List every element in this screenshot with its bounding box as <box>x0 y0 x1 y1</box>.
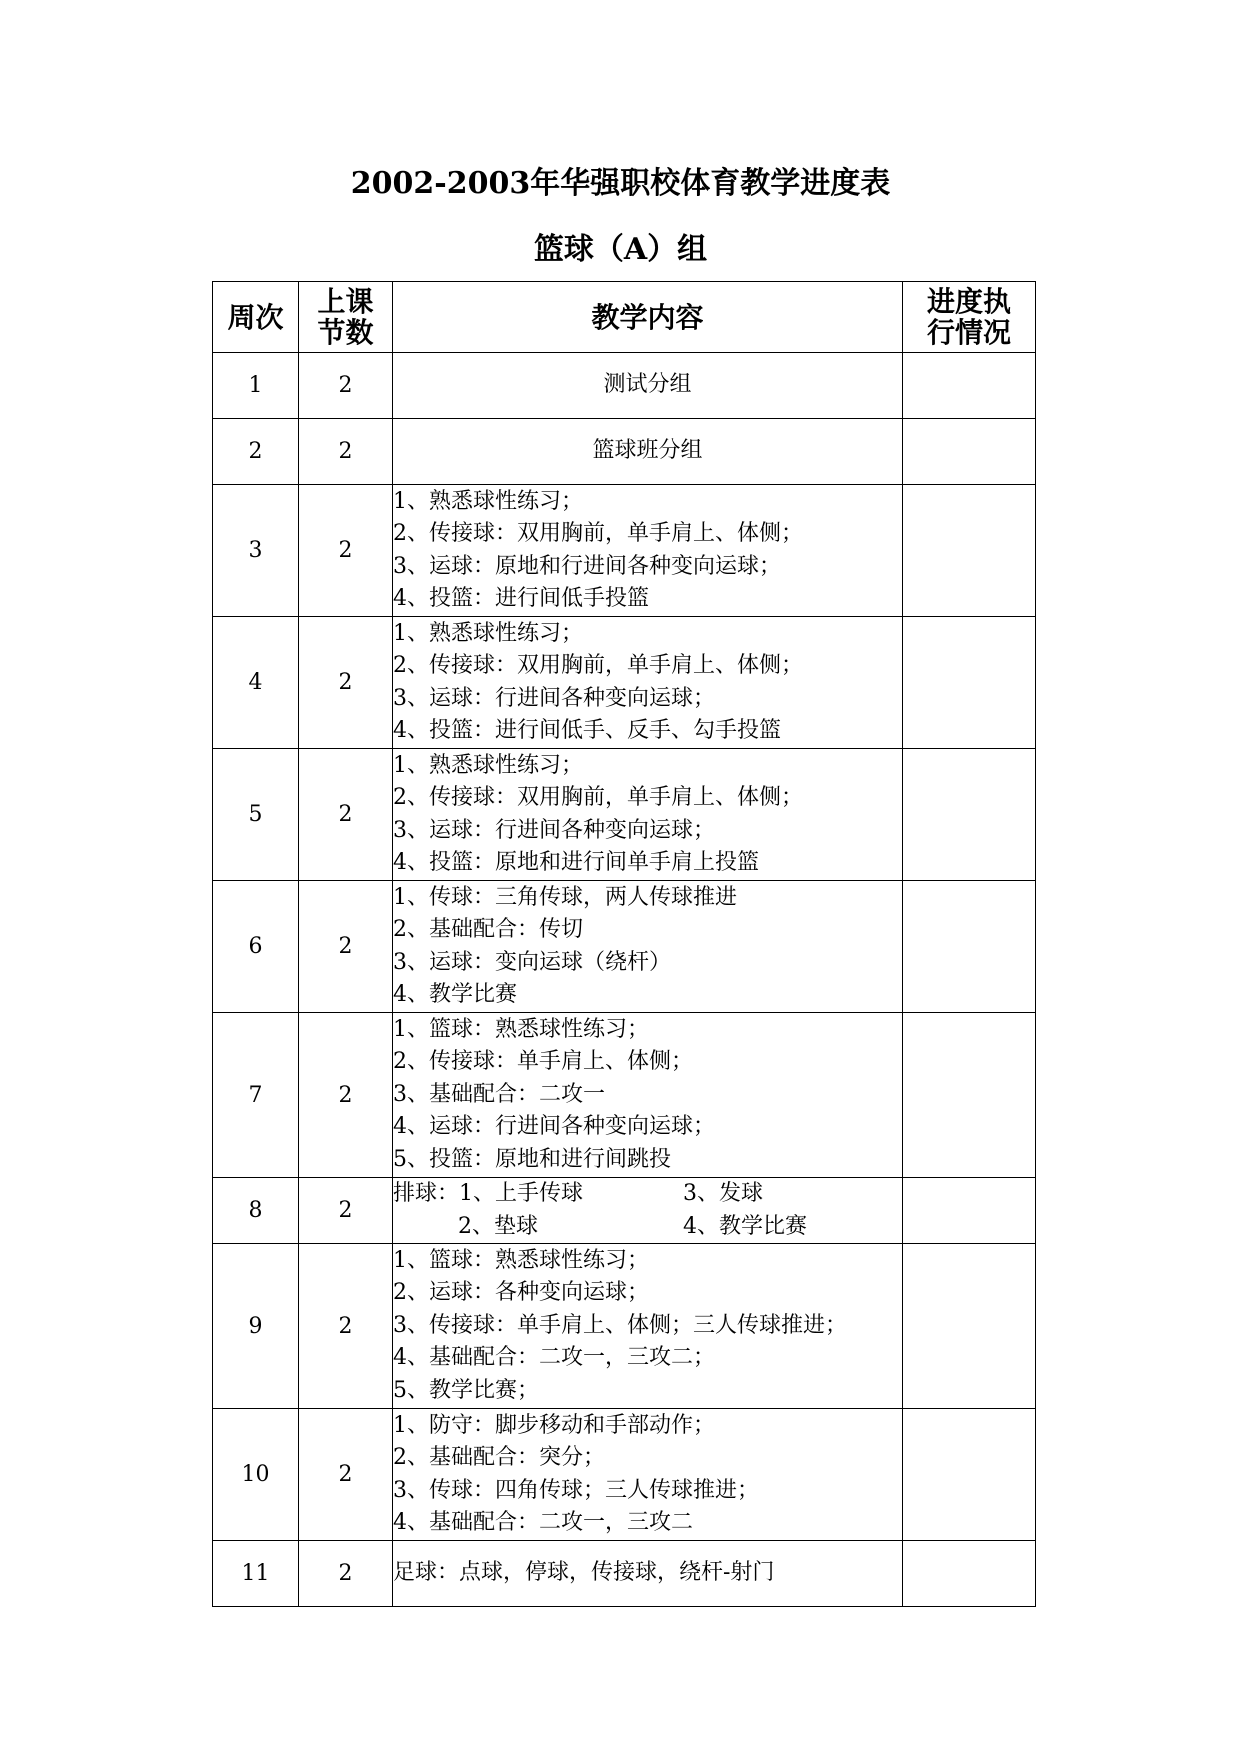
week-cell: 1 <box>213 353 299 419</box>
status-cell[interactable] <box>903 1244 1036 1409</box>
content-line: 4、基础配合：二攻一，三攻二 <box>393 1510 693 1535</box>
week-cell: 10 <box>213 1409 299 1541</box>
header-periods <box>299 282 393 353</box>
content-cell <box>393 1178 903 1244</box>
table-row <box>213 419 1036 485</box>
content-line: 2、传接球：双用胸前，单手肩上、体侧； <box>393 653 803 678</box>
content-line: 1、篮球：熟悉球性练习； <box>393 1016 649 1042</box>
content-line: 3、基础配合：二攻一 <box>393 1081 605 1107</box>
table-row <box>213 1541 1036 1607</box>
content-line: 4、教学比赛 <box>393 982 517 1007</box>
content-line: 5、投篮：原地和进行间跳投 <box>393 1146 671 1172</box>
week-cell: 5 <box>213 749 299 881</box>
content-line: 4、投篮：进行间低手投篮 <box>393 586 649 611</box>
week-cell: 3 <box>213 485 299 617</box>
content-line: 3、传接球：单手肩上、体侧；三人传球推进； <box>393 1312 847 1338</box>
week-cell: 8 <box>213 1178 299 1244</box>
content-line: 3、运球：变向运球（绕杆） <box>393 949 671 975</box>
document-title: 2002-2003年华强职校体育教学进度表 <box>350 166 891 201</box>
content-line: 2、传接球：双用胸前，单手肩上、体侧； <box>393 785 803 810</box>
table-row <box>213 881 1036 1013</box>
content-line: 4、投篮：进行间低手、反手、勾手投篮 <box>393 718 781 743</box>
content-line: 2、传接球：单手肩上、体侧； <box>393 1049 693 1075</box>
periods-cell: 2 <box>299 1244 393 1409</box>
periods-cell: 2 <box>299 1013 393 1178</box>
week-cell: 2 <box>213 419 299 485</box>
status-cell[interactable] <box>903 749 1036 881</box>
status-cell[interactable] <box>903 1178 1036 1244</box>
content-line: 2、基础配合：传切 <box>393 917 583 942</box>
content-line: 篮球班分组 <box>592 438 703 464</box>
week-cell: 6 <box>213 881 299 1013</box>
volleyball-item: 4、教学比赛 <box>683 1213 807 1239</box>
header-content <box>393 282 903 353</box>
periods-cell: 2 <box>299 1409 393 1541</box>
periods-cell: 2 <box>299 485 393 617</box>
status-cell[interactable] <box>903 1409 1036 1541</box>
content-cell <box>393 1541 903 1607</box>
table-row <box>213 1409 1036 1541</box>
volleyball-item: 排球：1、上手传球 <box>393 1181 583 1206</box>
content-line: 1、防守：脚步移动和手部动作； <box>393 1412 715 1438</box>
table-row <box>213 353 1036 419</box>
content-line: 4、运球：行进间各种变向运球； <box>393 1114 715 1140</box>
content-line: 1、篮球：熟悉球性练习； <box>393 1247 649 1273</box>
week-cell: 11 <box>213 1541 299 1607</box>
status-cell[interactable] <box>903 1013 1036 1178</box>
content-line: 足球：点球，停球，传接球，绕杆-射门 <box>393 1560 775 1586</box>
content-cell <box>393 617 903 749</box>
periods-cell: 2 <box>299 1178 393 1244</box>
status-cell[interactable] <box>903 1541 1036 1607</box>
content-line: 3、运球：行进间各种变向运球； <box>393 685 715 711</box>
week-cell: 7 <box>213 1013 299 1178</box>
table-row <box>213 749 1036 881</box>
content-line: 2、运球：各种变向运球； <box>393 1280 649 1306</box>
header-week-line: 周次 <box>227 300 284 334</box>
status-cell[interactable] <box>903 881 1036 1013</box>
content-cell <box>393 749 903 881</box>
content-line: 1、传球：三角传球，两人传球推进 <box>393 884 737 910</box>
content-line: 3、传球：四角传球；三人传球推进； <box>393 1477 759 1503</box>
table-row <box>213 617 1036 749</box>
document-subtitle: 篮球（A）组 <box>533 232 708 267</box>
header-status-line: 进度执 <box>926 285 1011 318</box>
table-row <box>213 485 1036 617</box>
content-line: 1、熟悉球性练习； <box>393 752 583 778</box>
periods-cell: 2 <box>299 1541 393 1607</box>
content-line: 4、投篮：原地和进行间单手肩上投篮 <box>393 850 759 875</box>
content-line <box>393 1211 902 1244</box>
table-row <box>213 1244 1036 1409</box>
status-cell[interactable] <box>903 617 1036 749</box>
content-line: 4、基础配合：二攻一，三攻二； <box>393 1345 715 1371</box>
header-row <box>213 282 1036 353</box>
volleyball-item: 3、发球 <box>683 1181 763 1206</box>
header-week <box>213 282 299 353</box>
content-cell <box>393 1244 903 1409</box>
periods-cell: 2 <box>299 881 393 1013</box>
content-line: 2、传接球：双用胸前，单手肩上、体侧； <box>393 521 803 546</box>
header-content-line: 教学内容 <box>591 300 704 334</box>
table-row <box>213 1013 1036 1178</box>
content-cell <box>393 1409 903 1541</box>
header-periods-line: 上课 <box>317 285 374 318</box>
content-cell <box>393 419 903 485</box>
content-line: 3、运球：原地和行进间各种变向运球； <box>393 553 781 579</box>
content-cell <box>393 353 903 419</box>
content-line: 1、熟悉球性练习； <box>393 488 583 514</box>
content-line: 5、教学比赛； <box>393 1377 539 1403</box>
periods-cell: 2 <box>299 749 393 881</box>
header-status-line: 行情况 <box>926 316 1011 349</box>
week-cell: 9 <box>213 1244 299 1409</box>
periods-cell: 2 <box>299 617 393 749</box>
status-cell[interactable] <box>903 419 1036 485</box>
teaching-schedule-table <box>212 281 1036 1607</box>
content-line: 1、熟悉球性练习； <box>393 620 583 646</box>
content-cell <box>393 485 903 617</box>
table-row <box>213 1178 1036 1244</box>
content-line: 2、基础配合：突分； <box>393 1445 605 1470</box>
status-cell[interactable] <box>903 353 1036 419</box>
content-line <box>393 1178 902 1211</box>
volleyball-item: 2、垫球 <box>458 1213 538 1239</box>
header-status <box>903 282 1036 353</box>
week-cell: 4 <box>213 617 299 749</box>
status-cell[interactable] <box>903 485 1036 617</box>
periods-cell: 2 <box>299 353 393 419</box>
content-cell <box>393 1013 903 1178</box>
header-periods-line: 节数 <box>317 316 374 349</box>
periods-cell: 2 <box>299 419 393 485</box>
content-line: 3、运球：行进间各种变向运球； <box>393 817 715 843</box>
content-line: 测试分组 <box>603 372 692 398</box>
content-cell <box>393 881 903 1013</box>
